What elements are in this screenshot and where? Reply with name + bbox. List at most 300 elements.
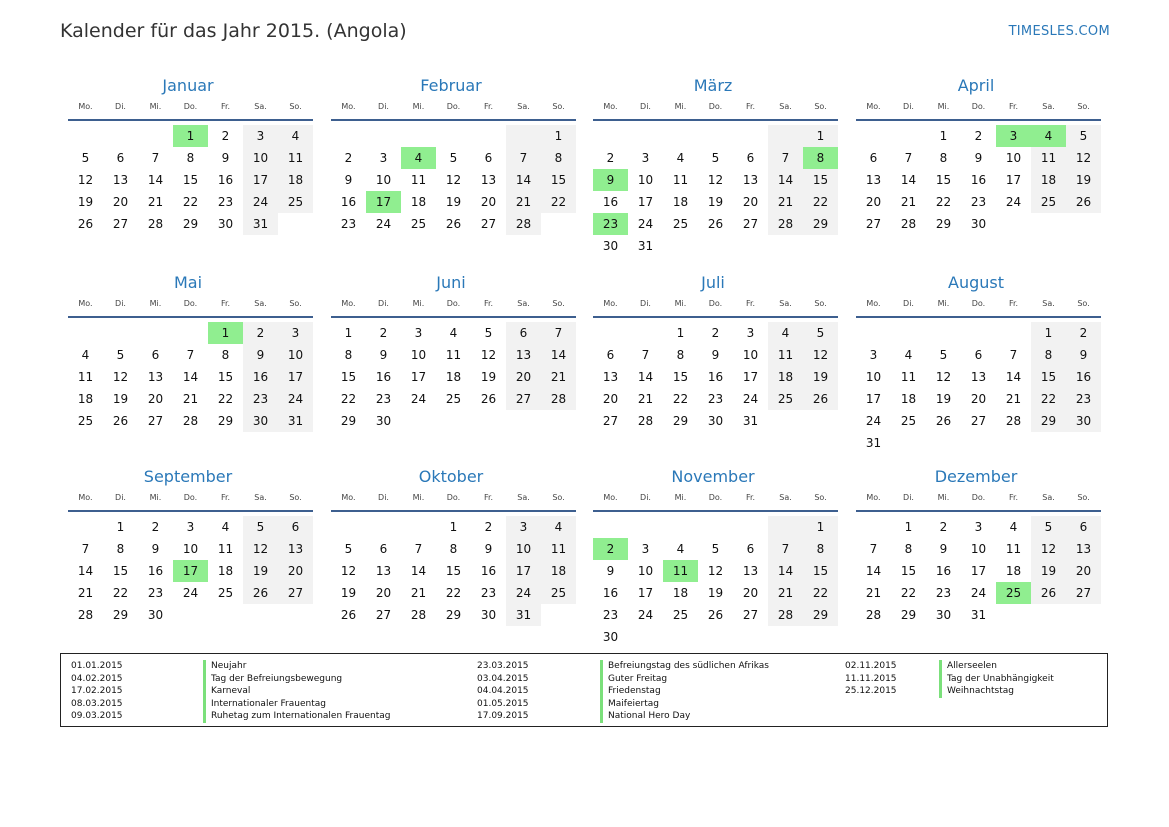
empty-day-cell: [856, 322, 891, 344]
day-cell: 16: [970, 173, 987, 187]
weekday-label: Fr.: [220, 102, 231, 111]
day-cell: 28: [147, 217, 164, 231]
day-cell: 20: [112, 195, 129, 209]
weekday-label: Do.: [183, 102, 198, 111]
legend-dates-col-2: [477, 660, 529, 723]
day-cell: 2: [711, 326, 720, 340]
day-cell: 6: [974, 348, 983, 362]
empty-day-cell: [768, 516, 803, 538]
day-cell: 4: [676, 542, 685, 556]
legend-date: 11.11.2015: [845, 673, 897, 684]
day-cell: 8: [803, 538, 838, 560]
month-name: April: [957, 76, 995, 95]
day-cell: 16: [707, 370, 724, 384]
weekday-label: Sa.: [254, 102, 267, 111]
legend-date: 04.04.2015: [477, 686, 529, 696]
month-9: [331, 466, 576, 626]
weekday-header: [593, 102, 838, 121]
day-cell: 26: [340, 608, 357, 622]
day-cell: 4: [1009, 520, 1018, 534]
day-cell: 14: [77, 564, 94, 578]
day-cell: 1: [344, 326, 353, 340]
weekday-label: Mo.: [866, 102, 881, 111]
day-cell: 2: [1066, 322, 1101, 344]
holiday-day-cell: 17: [366, 191, 401, 213]
day-cell: 8: [449, 542, 458, 556]
holiday-legend: [60, 653, 1108, 727]
weekday-label: Do.: [971, 493, 986, 502]
day-cell: 16: [602, 195, 619, 209]
day-cell: 19: [340, 586, 357, 600]
day-cell: 10: [278, 344, 313, 366]
day-cell: 17: [742, 370, 759, 384]
day-cell: 27: [865, 217, 882, 231]
day-cell: 21: [506, 191, 541, 213]
day-cell: 6: [746, 151, 755, 165]
day-cell: 28: [506, 213, 541, 235]
weekday-label: Di.: [640, 102, 651, 111]
day-cell: 10: [243, 147, 278, 169]
day-cell: 8: [541, 147, 576, 169]
weekday-label: Di.: [640, 299, 651, 308]
day-cell: 10: [637, 173, 654, 187]
day-cell: 23: [375, 392, 392, 406]
weekday-label: Mo.: [866, 299, 881, 308]
day-cell: 25: [1031, 191, 1066, 213]
month-name: August: [948, 273, 1004, 292]
empty-day-cell: [926, 322, 961, 344]
day-cell: 16: [147, 564, 164, 578]
day-cell: 28: [182, 414, 199, 428]
day-cell: 7: [869, 542, 878, 556]
day-cell: 24: [410, 392, 427, 406]
day-cell: 9: [484, 542, 493, 556]
day-cell: 4: [541, 516, 576, 538]
empty-day-cell: [733, 125, 768, 147]
day-cell: 4: [904, 348, 913, 362]
weekday-label: Fr.: [1008, 102, 1019, 111]
day-cell: 17: [243, 169, 278, 191]
day-cell: 21: [77, 586, 94, 600]
day-cell: 19: [243, 560, 278, 582]
holiday-day-cell: 3: [996, 125, 1031, 147]
day-cell: 8: [939, 151, 948, 165]
weekday-label: Do.: [446, 102, 461, 111]
weekday-label: So.: [289, 493, 302, 502]
page-title: Kalender für das Jahr 2015. (Angola): [60, 20, 407, 42]
empty-day-cell: [401, 516, 436, 538]
day-cell: 26: [707, 217, 724, 231]
weekday-label: Mo.: [866, 493, 881, 502]
day-cell: 7: [541, 322, 576, 344]
empty-day-cell: [628, 516, 663, 538]
day-cell: 20: [1066, 560, 1101, 582]
day-cell: 29: [1031, 410, 1066, 432]
day-cell: 18: [768, 366, 803, 388]
day-cell: 23: [970, 195, 987, 209]
day-cell: 24: [637, 608, 654, 622]
weekday-label: Mi.: [149, 299, 162, 308]
day-cell: 12: [707, 564, 724, 578]
weekday-header: [331, 493, 576, 512]
day-cell: 25: [410, 217, 427, 231]
day-cell: 10: [865, 370, 882, 384]
day-cell: 10: [637, 564, 654, 578]
day-cell: 13: [742, 173, 759, 187]
legend-date: 25.12.2015: [845, 686, 897, 696]
day-cell: 21: [865, 586, 882, 600]
day-cell: 28: [900, 217, 917, 231]
weekday-header: [68, 493, 313, 512]
empty-day-cell: [593, 125, 628, 147]
day-cell: 19: [112, 392, 129, 406]
day-cell: 8: [186, 151, 195, 165]
day-cell: 22: [182, 195, 199, 209]
empty-day-cell: [663, 125, 698, 147]
day-cell: 22: [672, 392, 689, 406]
day-cell: 30: [147, 608, 164, 622]
weekday-label: Mi.: [412, 493, 425, 502]
legend-date: 01.01.2015: [71, 661, 123, 671]
legend-date: 09.03.2015: [71, 711, 123, 721]
day-cell: 23: [340, 217, 357, 231]
day-cell: 5: [939, 348, 948, 362]
day-cell: 15: [1031, 366, 1066, 388]
day-cell: 13: [865, 173, 882, 187]
day-cell: 23: [935, 586, 952, 600]
day-cell: 14: [768, 560, 803, 582]
day-cell: 26: [243, 582, 278, 604]
month-1: [331, 75, 576, 235]
day-cell: 4: [449, 326, 458, 340]
day-cell: 17: [1005, 173, 1022, 187]
legend-date: 23.03.2015: [477, 661, 529, 671]
day-cell: 26: [445, 217, 462, 231]
day-cell: 10: [506, 538, 541, 560]
holiday-day-cell: 2: [593, 538, 628, 560]
day-cell: 3: [641, 542, 650, 556]
day-cell: 11: [768, 344, 803, 366]
day-cell: 13: [1066, 538, 1101, 560]
day-cell: 9: [939, 542, 948, 556]
day-cell: 22: [900, 586, 917, 600]
day-cell: 27: [970, 414, 987, 428]
day-cell: 31: [243, 213, 278, 235]
day-cell: 17: [637, 586, 654, 600]
day-grid: [68, 125, 313, 235]
weekday-label: Do.: [708, 102, 723, 111]
day-cell: 18: [672, 586, 689, 600]
weekday-label: So.: [552, 493, 565, 502]
day-cell: 16: [935, 564, 952, 578]
weekday-label: Do.: [183, 299, 198, 308]
day-cell: 18: [1005, 564, 1022, 578]
weekday-label: Di.: [378, 493, 389, 502]
empty-day-cell: [331, 125, 366, 147]
day-cell: 10: [970, 542, 987, 556]
weekday-label: Mo.: [603, 493, 618, 502]
day-cell: 14: [768, 169, 803, 191]
weekday-label: So.: [1077, 299, 1090, 308]
day-cell: 29: [803, 213, 838, 235]
day-cell: 24: [1005, 195, 1022, 209]
day-cell: 4: [768, 322, 803, 344]
weekday-label: Do.: [446, 299, 461, 308]
day-cell: 2: [221, 129, 230, 143]
weekday-label: So.: [289, 299, 302, 308]
day-cell: 19: [77, 195, 94, 209]
day-cell: 11: [278, 147, 313, 169]
day-cell: 13: [112, 173, 129, 187]
day-cell: 29: [900, 608, 917, 622]
weekday-label: Sa.: [254, 493, 267, 502]
day-cell: 15: [935, 173, 952, 187]
day-cell: 21: [768, 582, 803, 604]
weekday-label: Do.: [183, 493, 198, 502]
day-cell: 21: [637, 392, 654, 406]
weekday-label: Di.: [903, 102, 914, 111]
empty-day-cell: [593, 322, 628, 344]
day-cell: 11: [1005, 542, 1022, 556]
day-cell: 1: [676, 326, 685, 340]
day-cell: 26: [77, 217, 94, 231]
day-cell: 6: [484, 151, 493, 165]
day-cell: 8: [221, 348, 230, 362]
weekday-header: [856, 102, 1101, 121]
weekday-label: Sa.: [1042, 493, 1055, 502]
weekday-label: Fr.: [220, 493, 231, 502]
weekday-label: Sa.: [1042, 299, 1055, 308]
month-name: Februar: [420, 76, 482, 95]
day-cell: 31: [278, 410, 313, 432]
day-cell: 4: [81, 348, 90, 362]
day-cell: 16: [217, 173, 234, 187]
day-cell: 30: [243, 410, 278, 432]
day-cell: 5: [1066, 125, 1101, 147]
empty-day-cell: [366, 516, 401, 538]
day-grid: [593, 125, 838, 257]
day-cell: 27: [742, 608, 759, 622]
day-cell: 7: [904, 151, 913, 165]
day-cell: 6: [116, 151, 125, 165]
weekday-label: Mi.: [937, 493, 950, 502]
weekday-label: Fr.: [745, 102, 756, 111]
day-cell: 5: [344, 542, 353, 556]
day-cell: 30: [935, 608, 952, 622]
weekday-label: Mo.: [603, 299, 618, 308]
weekday-label: Sa.: [517, 299, 530, 308]
weekday-label: Mi.: [937, 102, 950, 111]
day-cell: 12: [707, 173, 724, 187]
day-cell: 2: [243, 322, 278, 344]
day-cell: 21: [541, 366, 576, 388]
day-cell: 4: [676, 151, 685, 165]
day-cell: 30: [375, 414, 392, 428]
day-cell: 15: [672, 370, 689, 384]
empty-day-cell: [138, 322, 173, 344]
day-cell: 7: [81, 542, 90, 556]
day-cell: 24: [865, 414, 882, 428]
day-cell: 12: [1031, 538, 1066, 560]
day-cell: 16: [602, 586, 619, 600]
day-cell: 15: [803, 169, 838, 191]
day-cell: 9: [606, 564, 615, 578]
day-cell: 20: [375, 586, 392, 600]
day-cell: 3: [746, 326, 755, 340]
day-cell: 5: [116, 348, 125, 362]
empty-day-cell: [891, 125, 926, 147]
month-0: [68, 75, 313, 235]
day-cell: 23: [707, 392, 724, 406]
weekday-label: Fr.: [745, 299, 756, 308]
day-cell: 18: [541, 560, 576, 582]
legend-date: 17.02.2015: [71, 686, 123, 696]
day-cell: 24: [637, 217, 654, 231]
day-cell: 15: [900, 564, 917, 578]
day-cell: 28: [865, 608, 882, 622]
day-cell: 16: [243, 366, 278, 388]
legend-holiday-name: National Hero Day: [600, 710, 769, 723]
month-7: [856, 272, 1101, 454]
month-name: Juli: [701, 273, 725, 292]
day-cell: 27: [506, 388, 541, 410]
legend-holiday-name: Befreiungstag des südlichen Afrikas: [600, 660, 769, 673]
empty-day-cell: [103, 125, 138, 147]
brand-link[interactable]: TIMESLES.COM: [1008, 24, 1110, 39]
day-cell: 11: [77, 370, 94, 384]
day-grid: [331, 322, 576, 432]
day-cell: 8: [116, 542, 125, 556]
day-cell: 11: [1031, 147, 1066, 169]
day-cell: 1: [116, 520, 125, 534]
month-name: Dezember: [934, 467, 1018, 486]
weekday-label: Mi.: [674, 299, 687, 308]
weekday-label: Mo.: [603, 102, 618, 111]
day-cell: 11: [900, 370, 917, 384]
holiday-day-cell: 8: [803, 147, 838, 169]
day-cell: 14: [637, 370, 654, 384]
weekday-label: Sa.: [779, 493, 792, 502]
weekday-label: Do.: [446, 493, 461, 502]
day-cell: 9: [243, 344, 278, 366]
month-6: [593, 272, 838, 432]
day-cell: 15: [112, 564, 129, 578]
day-cell: 3: [278, 322, 313, 344]
day-cell: 7: [768, 538, 803, 560]
day-cell: 29: [112, 608, 129, 622]
legend-holiday-name: Tag der Unabhängigkeit: [939, 673, 1054, 686]
day-cell: 28: [77, 608, 94, 622]
day-cell: 2: [939, 520, 948, 534]
holiday-day-cell: 4: [401, 147, 436, 169]
weekday-label: Mi.: [674, 102, 687, 111]
weekday-label: Sa.: [779, 102, 792, 111]
legend-date: 17.09.2015: [477, 711, 529, 721]
day-cell: 29: [803, 604, 838, 626]
day-cell: 25: [900, 414, 917, 428]
day-cell: 2: [606, 151, 615, 165]
weekday-label: Di.: [115, 493, 126, 502]
empty-day-cell: [891, 322, 926, 344]
day-cell: 13: [480, 173, 497, 187]
day-cell: 22: [340, 392, 357, 406]
day-cell: 23: [1066, 388, 1101, 410]
day-cell: 27: [147, 414, 164, 428]
day-cell: 9: [221, 151, 230, 165]
day-cell: 23: [217, 195, 234, 209]
weekday-label: Mi.: [937, 299, 950, 308]
weekday-label: Mo.: [78, 493, 93, 502]
day-cell: 18: [1031, 169, 1066, 191]
legend-holiday-name: Internationaler Frauentag: [203, 698, 390, 711]
day-cell: 20: [278, 560, 313, 582]
weekday-label: Fr.: [1008, 493, 1019, 502]
day-cell: 20: [480, 195, 497, 209]
day-cell: 8: [904, 542, 913, 556]
day-cell: 19: [445, 195, 462, 209]
day-cell: 2: [484, 520, 493, 534]
day-cell: 23: [480, 586, 497, 600]
day-cell: 26: [1066, 191, 1101, 213]
holiday-day-cell: 17: [173, 560, 208, 582]
day-cell: 3: [506, 516, 541, 538]
day-cell: 12: [1066, 147, 1101, 169]
legend-holiday-name: Neujahr: [203, 660, 390, 673]
day-cell: 27: [112, 217, 129, 231]
day-cell: 3: [974, 520, 983, 534]
day-cell: 14: [900, 173, 917, 187]
day-cell: 3: [186, 520, 195, 534]
day-cell: 28: [541, 388, 576, 410]
weekday-label: Di.: [903, 299, 914, 308]
day-cell: 31: [865, 436, 882, 450]
weekday-header: [68, 299, 313, 318]
day-cell: 20: [742, 195, 759, 209]
day-cell: 27: [1066, 582, 1101, 604]
empty-day-cell: [506, 125, 541, 147]
day-cell: 29: [935, 217, 952, 231]
day-cell: 5: [449, 151, 458, 165]
day-cell: 27: [480, 217, 497, 231]
holiday-day-cell: 1: [208, 322, 243, 344]
day-cell: 5: [711, 151, 720, 165]
day-cell: 23: [147, 586, 164, 600]
day-cell: 29: [672, 414, 689, 428]
weekday-label: Do.: [971, 102, 986, 111]
day-cell: 16: [1066, 366, 1101, 388]
day-cell: 20: [865, 195, 882, 209]
legend-names-col-1: [203, 660, 390, 723]
day-cell: 31: [637, 239, 654, 253]
day-cell: 22: [541, 191, 576, 213]
day-cell: 25: [541, 582, 576, 604]
day-cell: 8: [344, 348, 353, 362]
empty-day-cell: [68, 125, 103, 147]
day-cell: 13: [970, 370, 987, 384]
day-cell: 21: [182, 392, 199, 406]
day-cell: 17: [506, 560, 541, 582]
weekday-header: [331, 102, 576, 121]
day-cell: 9: [344, 173, 353, 187]
day-grid: [68, 516, 313, 626]
weekday-label: Mi.: [412, 102, 425, 111]
day-cell: 27: [375, 608, 392, 622]
day-cell: 24: [742, 392, 759, 406]
day-cell: 31: [742, 414, 759, 428]
empty-day-cell: [856, 125, 891, 147]
day-cell: 26: [803, 388, 838, 410]
day-cell: 28: [1005, 414, 1022, 428]
